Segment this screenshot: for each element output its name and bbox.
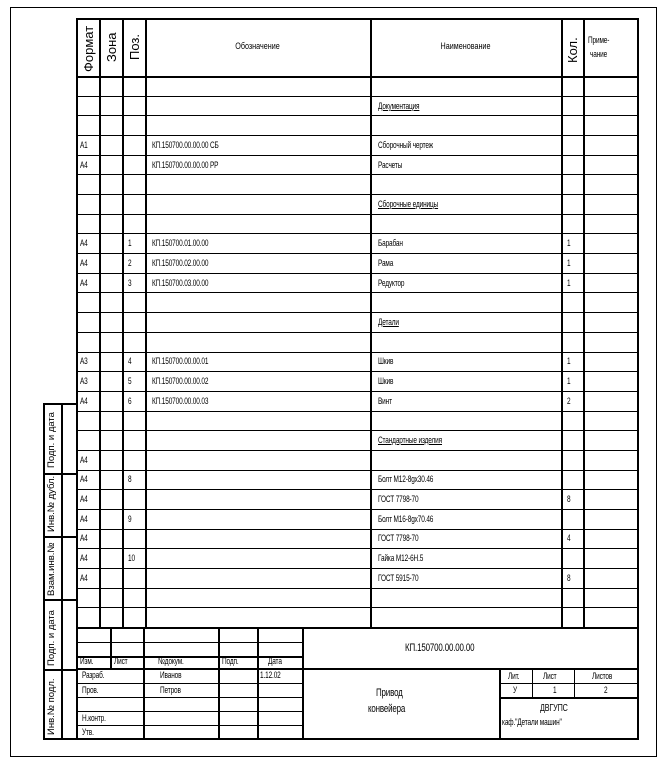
cell-format: А4 (80, 278, 88, 288)
side-label-inv-podl: Инв.№ подл. (46, 678, 57, 735)
side-strip-inner-line (61, 403, 63, 740)
row-separator (76, 588, 639, 589)
header-note-line2: чание (590, 49, 608, 59)
tb-razrab-date: 1.12.02 (260, 670, 281, 680)
tb-line-4 (76, 683, 302, 684)
side-strip-sep-3 (43, 599, 76, 601)
tb-sheets-label: Листов (592, 671, 613, 681)
col-line-qty (561, 18, 563, 627)
row-separator (76, 568, 639, 569)
row-separator (76, 529, 639, 530)
header-pos: Поз. (127, 34, 142, 60)
tb-line-6 (76, 711, 302, 712)
cell-name: Стандартные изделия (378, 435, 443, 445)
row-separator (76, 548, 639, 549)
cell-name: Шкив (378, 356, 394, 366)
tb-podp: Подп. (222, 656, 239, 666)
tb-razrab-name: Иванов (160, 670, 182, 680)
tb-prov-label: Пров. (82, 685, 99, 695)
cell-format: А4 (80, 396, 88, 406)
cell-qty: 8 (567, 573, 571, 583)
row-separator (76, 135, 639, 136)
tb-top-line (76, 627, 639, 629)
cell-name: ГОСТ 7798-70 (378, 494, 419, 504)
tb-org-line1: ДВГУПС (540, 703, 568, 714)
cell-name: Болт М12-8gх30.46 (378, 474, 434, 484)
tb-n-dokum: №докум. (158, 656, 184, 666)
header-designation: Обозначение (235, 41, 280, 51)
cell-designation: КП.150700.03.00.00 (152, 278, 209, 288)
tb-col-4 (257, 627, 259, 740)
cell-name: Документация (378, 101, 420, 111)
side-strip-sep-4 (43, 669, 76, 671)
tb-product-line2: конвейера (368, 703, 406, 715)
cell-qty: 1 (567, 258, 571, 268)
tb-col-1 (110, 627, 112, 669)
cell-name: Болт М16-8gх70.46 (378, 514, 434, 524)
col-line-zone (99, 18, 101, 627)
tb-razrab-label: Разраб. (82, 670, 105, 680)
tb-col-3 (218, 627, 220, 740)
tb-list: Лист (114, 656, 128, 666)
cell-pos: 5 (128, 376, 132, 386)
cell-qty: 1 (567, 278, 571, 288)
row-separator (76, 253, 639, 254)
cell-format: А4 (80, 455, 88, 465)
row-separator (76, 489, 639, 490)
row-separator (76, 96, 639, 97)
col-line-note (583, 18, 585, 627)
cell-designation: КП.150700.01.00.00 (152, 238, 209, 248)
header-zone: Зона (104, 32, 119, 62)
cell-qty: 2 (567, 396, 571, 406)
tb-sheets-value: 2 (604, 685, 608, 695)
row-separator (76, 352, 639, 353)
row-separator (76, 115, 639, 116)
side-label-inv-dubl: Инв.№ дубл. (46, 475, 57, 532)
cell-designation: КП.150700.00.00.00 СБ (152, 140, 219, 150)
row-separator (76, 292, 639, 293)
cell-name: Винт (378, 396, 392, 406)
tb-sheet-value: 1 (553, 685, 557, 695)
col-line-pos (122, 18, 124, 627)
tb-col-2 (143, 627, 145, 740)
tb-line-lit2 (499, 697, 639, 699)
row-separator (76, 450, 639, 451)
cell-format: А4 (80, 533, 88, 543)
side-label-podp-data-bottom: Подп. и дата (46, 610, 57, 666)
cell-pos: 9 (128, 514, 132, 524)
tb-lit-value: У (513, 685, 517, 695)
cell-format: А3 (80, 376, 88, 386)
cell-name: Сборочные единицы (378, 199, 439, 209)
tb-prov-name: Петров (160, 685, 181, 695)
side-label-podp-data-top: Подп. и дата (46, 412, 57, 468)
tb-data: Дата (268, 656, 282, 666)
cell-name: ГОСТ 7798-70 (378, 533, 419, 543)
cell-pos: 3 (128, 278, 132, 288)
cell-name: Редуктор (378, 278, 405, 288)
row-separator (76, 470, 639, 471)
cell-pos: 8 (128, 474, 132, 484)
row-separator (76, 607, 639, 608)
cell-format: А4 (80, 514, 88, 524)
header-note-line1: Приме- (588, 35, 610, 45)
cell-designation: КП.150700.02.00.00 (152, 258, 209, 268)
cell-name: Детали (378, 317, 399, 327)
tb-sheet-label: Лист (543, 671, 557, 681)
row-separator (76, 332, 639, 333)
cell-format: А4 (80, 474, 88, 484)
cell-name: ГОСТ 5915-70 (378, 573, 419, 583)
row-separator (76, 411, 639, 412)
cell-format: А4 (80, 258, 88, 268)
header-name: Наименование (440, 41, 491, 51)
cell-name: Шкив (378, 376, 394, 386)
cell-format: А4 (80, 573, 88, 583)
row-separator (76, 371, 639, 372)
row-separator (76, 391, 639, 392)
cell-qty: 4 (567, 533, 571, 543)
cell-pos: 4 (128, 356, 132, 366)
header-qty: Кол. (565, 37, 580, 63)
row-separator (76, 509, 639, 510)
cell-format: А4 (80, 494, 88, 504)
cell-qty: 8 (567, 494, 571, 504)
cell-qty: 1 (567, 376, 571, 386)
cell-name: Сборочный чертеж (378, 140, 434, 150)
cell-pos: 6 (128, 396, 132, 406)
cell-format: А4 (80, 238, 88, 248)
tb-line-5 (76, 697, 302, 698)
header-bottom-line (76, 76, 639, 78)
tb-col-7 (532, 668, 533, 698)
header-format: Формат (81, 25, 96, 72)
side-strip-sep-1 (43, 473, 76, 475)
row-separator (76, 194, 639, 195)
cell-qty: 1 (567, 238, 571, 248)
row-separator (76, 430, 639, 431)
tb-izm: Изм. (80, 656, 94, 666)
cell-designation: КП.150700.00.00.01 (152, 356, 209, 366)
side-strip-sep-2 (43, 536, 76, 538)
cell-designation: КП.150700.00.00.00 РР (152, 160, 219, 170)
cell-format: А1 (80, 140, 88, 150)
row-separator (76, 233, 639, 234)
row-separator (76, 273, 639, 274)
cell-pos: 1 (128, 238, 132, 248)
tb-product-line1: Привод (376, 687, 403, 699)
cell-name: Барабан (378, 238, 403, 248)
tb-line-lit (499, 683, 639, 684)
row-separator (76, 155, 639, 156)
cell-pos: 2 (128, 258, 132, 268)
cell-qty: 1 (567, 356, 571, 366)
tb-utv-label: Утв. (82, 727, 94, 737)
cell-designation: КП.150700.00.00.02 (152, 376, 209, 386)
cell-pos: 10 (128, 553, 135, 563)
cell-format: А4 (80, 160, 88, 170)
cell-designation: КП.150700.00.00.03 (152, 396, 209, 406)
tb-col-8 (574, 668, 575, 698)
cell-name: Гайка М12-6Н.5 (378, 553, 424, 563)
cell-format: А4 (80, 553, 88, 563)
tb-n-kontr-label: Н.контр. (82, 713, 106, 723)
col-line-name (370, 18, 372, 627)
row-separator (76, 174, 639, 175)
tb-col-5 (302, 627, 304, 740)
cell-name: Расчеты (378, 160, 403, 170)
cell-name: Рама (378, 258, 394, 268)
tb-lit-label: Лит. (508, 671, 520, 681)
tb-doc-code: КП.150700.00.00.00 (405, 642, 475, 654)
row-separator (76, 214, 639, 215)
side-label-vzam-inv: Взам.инв.№ (46, 542, 57, 596)
tb-org-line2: каф."Детали машин" (502, 717, 562, 727)
row-separator (76, 312, 639, 313)
col-line-designation (145, 18, 147, 627)
cell-format: А3 (80, 356, 88, 366)
tb-col-6 (499, 668, 501, 740)
tb-line-7 (76, 725, 302, 726)
